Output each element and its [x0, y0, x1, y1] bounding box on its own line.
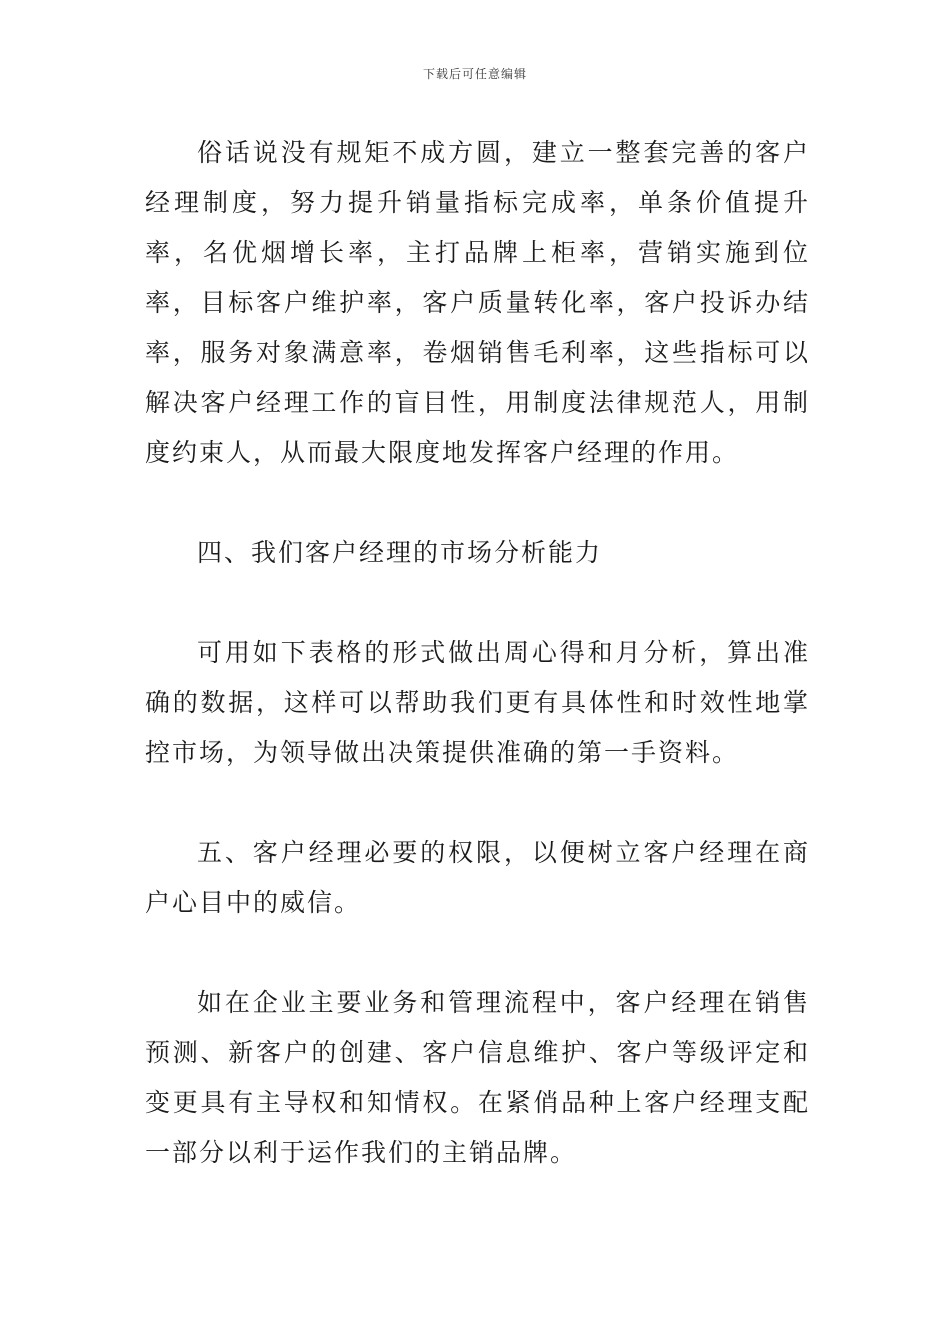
- document-body: [145, 128, 810, 1178]
- paragraph-spacer: [145, 478, 810, 528]
- section-heading-4: 四、我们客户经理的市场分析能力: [197, 538, 603, 567]
- paragraph-spacer: [145, 578, 810, 628]
- paragraph-authority: 如在企业主要业务和管理流程中，客户经理在销售预测、新客户的创建、客户信息维护、客户等级评定和变更具有主导权和知情权。在紧俏品种上客户经理支配一部分以利于运作我们的主销品牌。: [145, 988, 810, 1167]
- paragraph-spacer: [145, 778, 810, 828]
- paragraph-regulations: 俗话说没有规矩不成方圆，建立一整套完善的客户经理制度，努力提升销量指标完成率，单条价值提升率，名优烟增长率，主打品牌上柜率，营销实施到位率，目标客户维护率，客户质量转化率，客户投诉办结率，服务对象满意率，卷烟销售毛利率，这些指标可以解决客户经理工作的盲目性，用制度法律规范人，用制度约束人，从而最大限度地发挥客户经理的作用。: [145, 138, 810, 467]
- paragraph-market-analysis: 可用如下表格的形式做出周心得和月分析，算出准确的数据，这样可以帮助我们更有具体性和时效性地掌控市场，为领导做出决策提供准确的第一手资料。: [145, 638, 810, 767]
- section-heading-5: 五、客户经理必要的权限，以便树立客户经理在商户心目中的威信。: [145, 838, 810, 917]
- page-header-note: 下载后可任意编辑: [422, 67, 527, 81]
- paragraph-spacer: [145, 928, 810, 978]
